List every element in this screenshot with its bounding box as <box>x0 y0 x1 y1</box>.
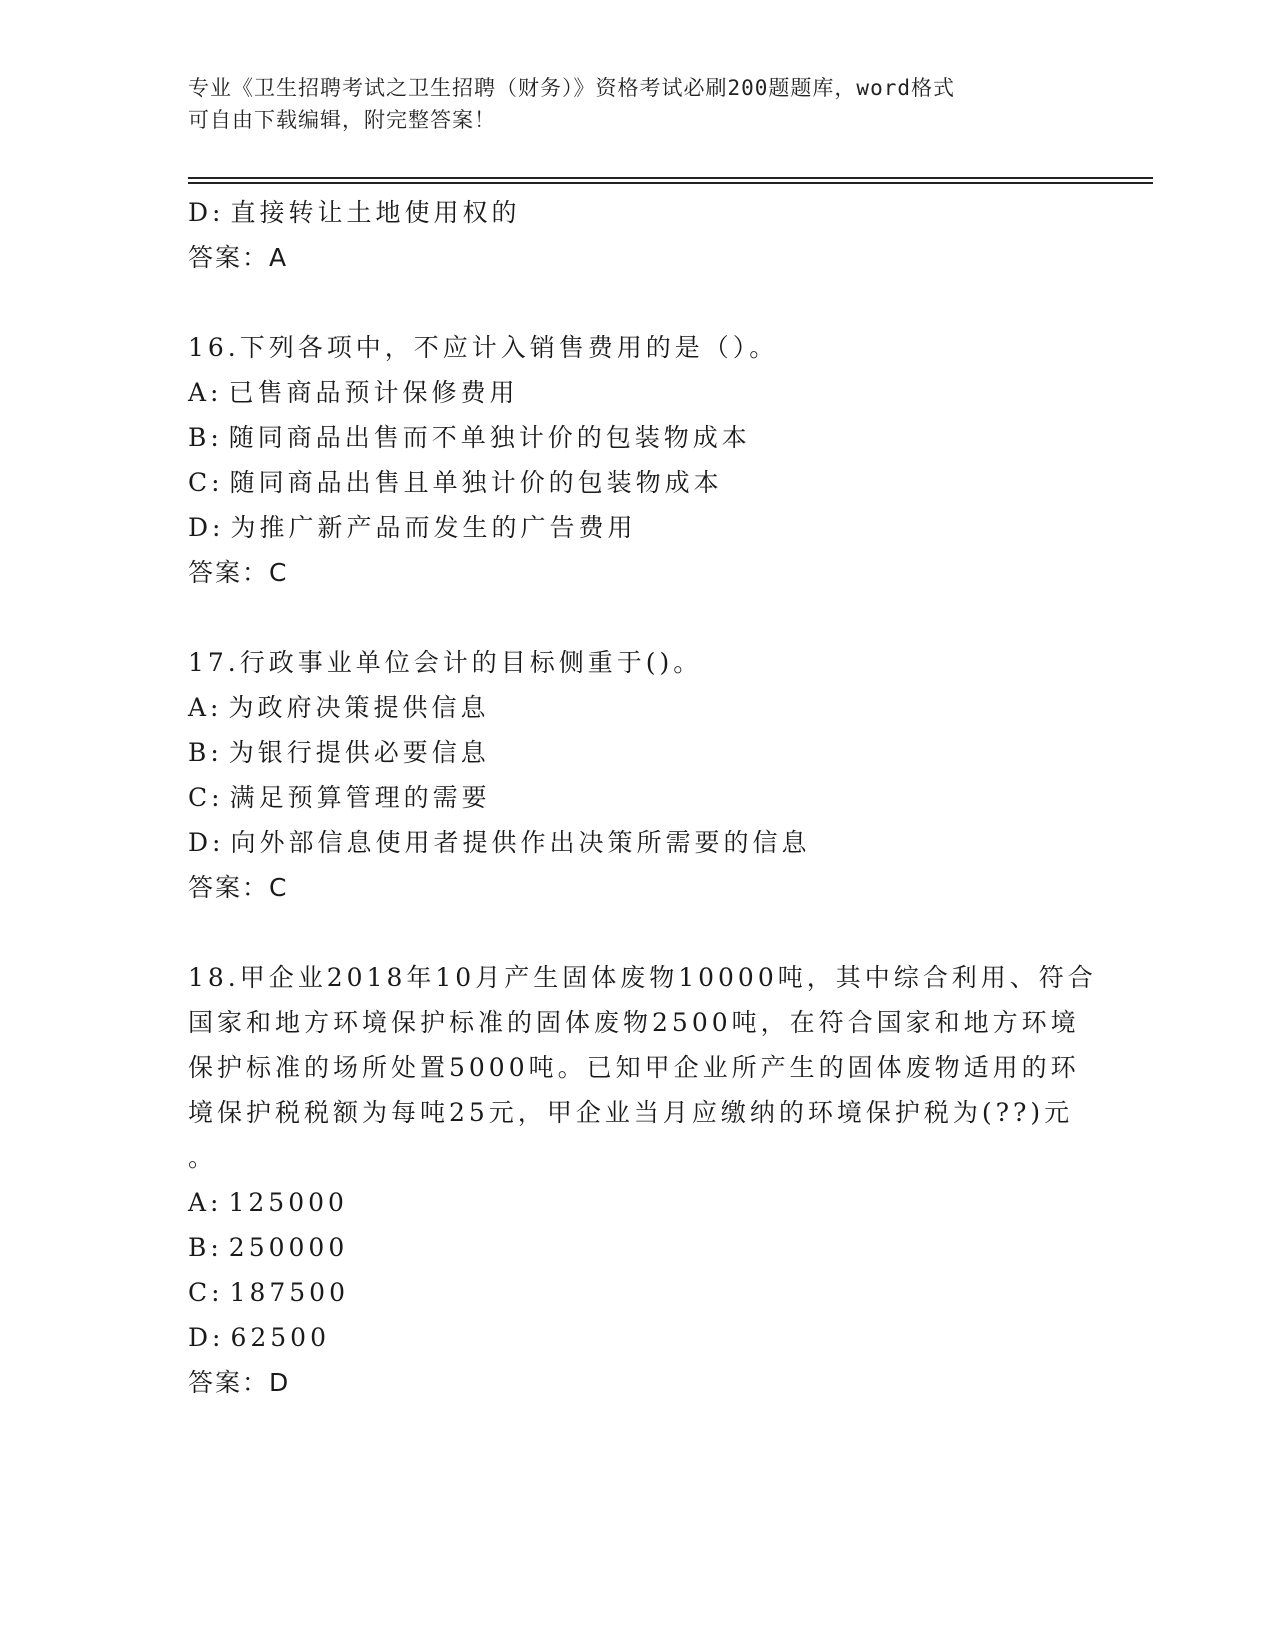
option-text: 250000 <box>228 1233 349 1262</box>
option-text: 为推广新产品而发生的广告费用 <box>230 513 637 542</box>
question-text: 下列各项中，不应计入销售费用的是（）。 <box>239 333 779 362</box>
question-stem-line-1 <box>188 955 1097 1000</box>
option-text: 已售商品预计保修费用 <box>228 378 519 407</box>
option-c <box>188 775 1088 820</box>
answer-line <box>188 550 1088 595</box>
question-text: 行政事业单位会计的目标侧重于()。 <box>239 648 703 677</box>
question-stem-line-2: 国家和地方环境保护标准的固体废物2500吨，在符合国家和地方环境 <box>188 1008 1080 1037</box>
answer-label: 答案： <box>188 558 270 587</box>
question-stem <box>188 640 1088 685</box>
option-prefix: B: <box>188 738 223 767</box>
option-text: 125000 <box>228 1188 348 1217</box>
question-number: 17. <box>188 648 240 677</box>
option-prefix: C: <box>188 1278 224 1307</box>
option-prefix: B: <box>188 1233 223 1262</box>
option-text: 直接转让土地使用权的 <box>230 198 521 227</box>
option-prefix: D: <box>188 1323 225 1352</box>
option-prefix: A: <box>188 378 223 407</box>
header-line-2: 可自由下载编辑，附完整答案！ <box>188 108 496 132</box>
option-prefix: D: <box>188 828 225 857</box>
option-b <box>188 415 1088 460</box>
question-stem-line-5: 。 <box>188 1143 218 1172</box>
option-prefix: D: <box>188 513 225 542</box>
answer-line <box>188 865 1088 910</box>
question-17 <box>188 640 1088 910</box>
header-line-1: 专业《卫生招聘考试之卫生招聘（财务）》资格考试必刷200题题库，word格式 <box>188 76 955 100</box>
option-prefix: A: <box>188 1188 223 1217</box>
option-b <box>188 1225 1088 1270</box>
option-text: 为银行提供必要信息 <box>228 738 490 767</box>
question-number: 18. <box>188 963 240 992</box>
question-text: 甲企业2018年10月产生固体废物10000吨，其中综合利用、符合 <box>239 963 1097 992</box>
option-prefix: B: <box>188 423 223 452</box>
answer-line <box>188 235 1088 280</box>
question-16 <box>188 325 1088 595</box>
option-prefix: D: <box>188 198 225 227</box>
question-stem-line-4: 境保护税税额为每吨25元，甲企业当月应缴纳的环境保护税为(??)元 <box>188 1098 1074 1127</box>
question-number: 16. <box>188 333 240 362</box>
option-d <box>188 1315 1088 1360</box>
option-d <box>188 820 1088 865</box>
option-d <box>188 190 1088 235</box>
answer-value: C <box>269 558 289 587</box>
option-a <box>188 370 1088 415</box>
option-a <box>188 1180 1088 1225</box>
answer-label: 答案： <box>188 873 270 902</box>
option-prefix: A: <box>188 693 223 722</box>
option-text: 向外部信息使用者提供作出决策所需要的信息 <box>230 828 811 857</box>
option-text: 随同商品出售而不单独计价的包装物成本 <box>228 423 751 452</box>
question-stem <box>188 325 1088 370</box>
answer-value: C <box>269 873 289 902</box>
header-divider-top <box>188 177 1153 179</box>
header-divider-bottom <box>188 182 1153 184</box>
option-prefix: C: <box>188 468 224 497</box>
answer-label: 答案： <box>188 1368 270 1397</box>
option-c <box>188 460 1088 505</box>
question-stem-line-3: 保护标准的场所处置5000吨。已知甲企业所产生的固体废物适用的环 <box>188 1053 1080 1082</box>
answer-label: 答案： <box>188 243 270 272</box>
option-text: 62500 <box>230 1323 330 1352</box>
document-header <box>188 72 1068 136</box>
option-a <box>188 685 1088 730</box>
option-prefix: C: <box>188 783 224 812</box>
answer-line <box>188 1360 1088 1405</box>
option-d <box>188 505 1088 550</box>
option-text: 187500 <box>229 1278 349 1307</box>
option-c <box>188 1270 1088 1315</box>
option-text: 满足预算管理的需要 <box>229 783 491 812</box>
answer-value: A <box>269 243 289 272</box>
option-text: 随同商品出售且单独计价的包装物成本 <box>229 468 723 497</box>
option-text: 为政府决策提供信息 <box>228 693 490 722</box>
answer-value: D <box>269 1368 291 1397</box>
question-18 <box>188 955 1097 1405</box>
option-b <box>188 730 1088 775</box>
question-list <box>188 190 1097 1405</box>
